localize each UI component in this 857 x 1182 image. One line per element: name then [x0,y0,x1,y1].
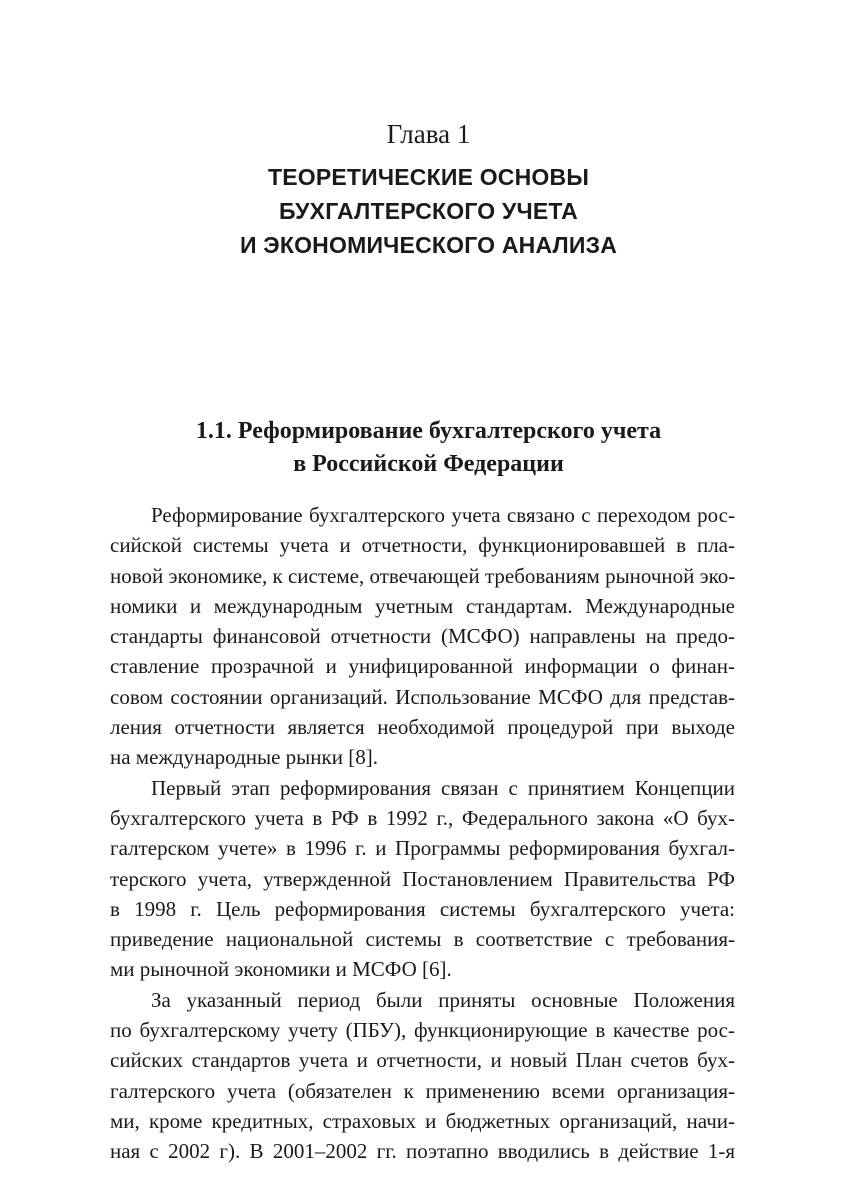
text-line: на международные рынки [8]. [110,745,378,770]
text-line: номики и международным учетным стандартам. Международные [110,593,735,618]
text-line: ная с 2002 г). В 2001–2002 гг. поэтапно вводились в действие 1-я [110,1139,735,1164]
text-line: совом состоянии организаций. Использование МСФО для представ- [110,684,735,709]
text-line: в 1998 г. Цель реформирования системы бухгалтерского учета: [110,896,735,921]
text-line: сийской системы учета и отчетности, функционировавшей в пла- [110,533,735,558]
paragraph [110,500,735,773]
text-line: ми, кроме кредитных, страховых и бюджетных организаций, начи- [110,1108,735,1133]
section-heading-line: 1.1. Реформирование бухгалтерского учета [195,418,662,444]
section-heading-line: в Российской Федерации [293,451,564,477]
body-text [110,500,735,1167]
text-line: стандарты финансовой отчетности (МСФО) направлены на предо- [110,624,735,649]
paragraph [110,985,735,1167]
text-line: сийских стандартов учета и отчетности, и новый План счетов бух- [110,1048,735,1073]
text-line: новой экономике, к системе, отвечающей требованиям рыночной эко- [110,563,736,588]
text-line: Реформирование бухгалтерского учета связано с переходом рос- [151,503,735,527]
chapter-label: Глава 1 [386,119,471,149]
text-line: бухгалтерского учета в РФ в 1992 г., Федерального закона «О бух- [110,805,735,830]
chapter-title [0,160,857,262]
section-heading [0,415,857,481]
text-line: терского учета, утвержденной Постановлением Правительства РФ [110,866,735,891]
chapter-title-line: И ЭКОНОМИЧЕСКОГО АНАЛИЗА [239,232,618,258]
text-line: За указанный период были приняты основные Положения [151,987,735,1012]
chapter-title-line: ТЕОРЕТИЧЕСКИЕ ОСНОВЫ [267,164,590,190]
text-line: приведение национальной системы в соответствие с требования- [110,927,735,952]
text-line: ставление прозрачной и унифицированной информации о финан- [110,654,735,679]
paragraph [110,773,735,985]
text-line: галтерском учете» в 1996 г. и Программы реформирования бухгал- [110,836,735,861]
chapter-title-line: БУХГАЛТЕРСКОГО УЧЕТА [279,198,578,224]
text-line: Первый этап реформирования связан с принятием Концепции [151,775,735,800]
text-line: галтерского учета (обязателен к применению всеми организация- [110,1078,735,1103]
text-line: по бухгалтерскому учету (ПБУ), функционирующие в качестве рос- [110,1018,735,1043]
text-line: ми рыночной экономики и МСФО [6]. [110,957,452,982]
text-line: ления отчетности является необходимой процедурой при выходе [110,715,735,740]
